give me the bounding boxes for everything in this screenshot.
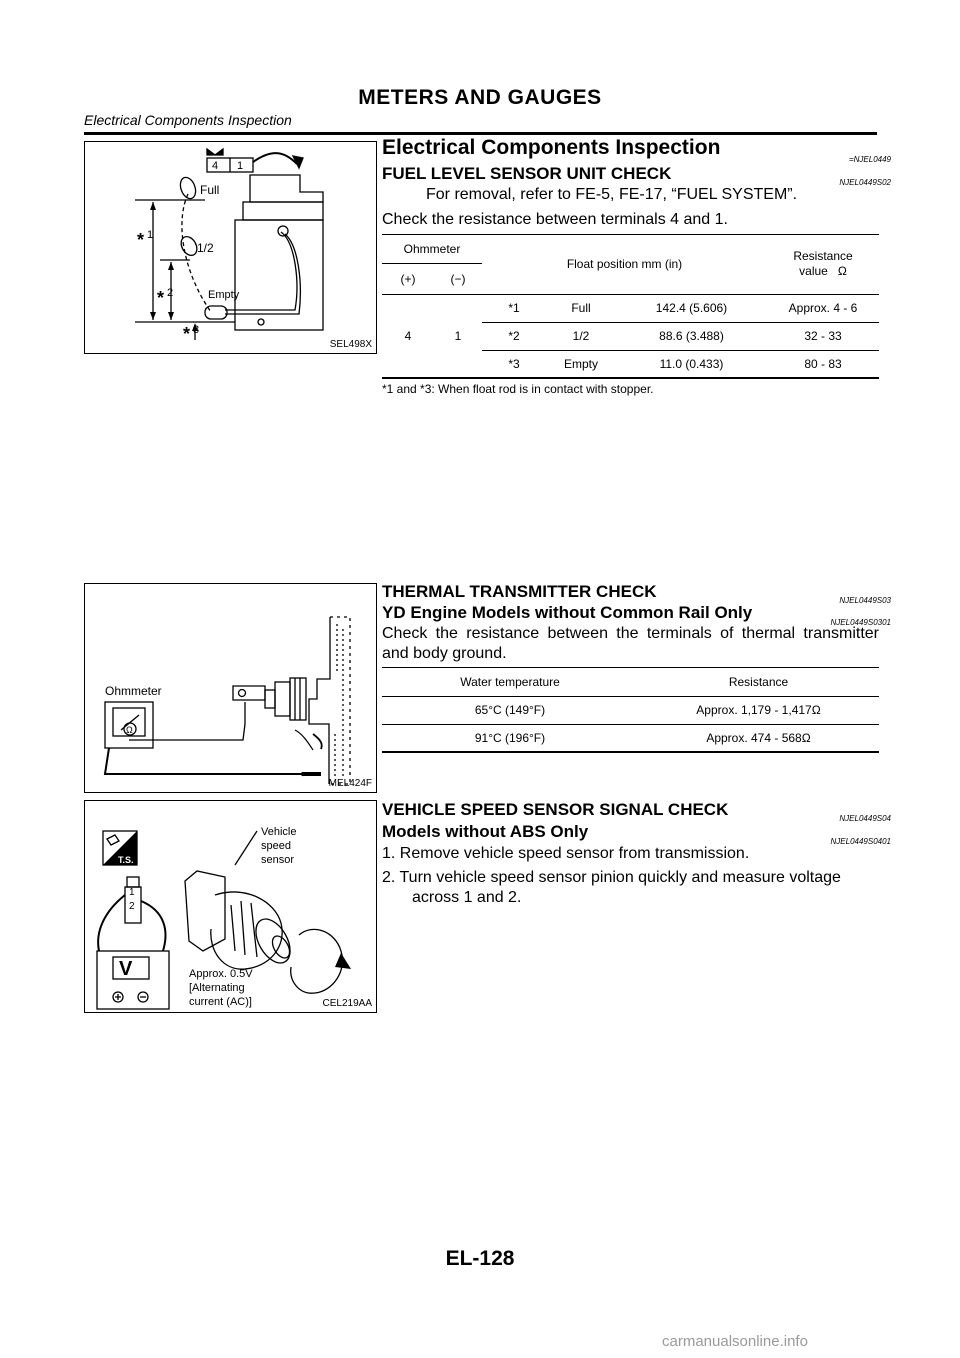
th-float-position: Float position mm (in) <box>482 235 767 294</box>
fig-label-approx: Approx. 0.5V <box>189 968 253 980</box>
cell-res: Approx. 4 - 6 <box>767 294 879 322</box>
table-row <box>382 294 879 322</box>
ohm-icon: Ω <box>126 725 133 735</box>
cell-mark: *3 <box>508 356 520 371</box>
fig-terminal-1: 1 <box>237 160 244 172</box>
page-header-subtitle: Electrical Components Inspection <box>84 112 292 128</box>
figure-label: SEL498X <box>329 339 372 350</box>
cell-res: Approx. 474 - 568Ω <box>706 730 811 745</box>
header-rule <box>84 132 877 135</box>
vss-sub-code: NJEL0449S0401 <box>830 837 891 846</box>
cell-temp: 91°C (196°F) <box>474 730 546 745</box>
cell-res: Approx. 1,179 - 1,417Ω <box>638 696 879 724</box>
cell-res: 32 - 33 <box>767 322 879 350</box>
vss-code: NJEL0449S04 <box>839 814 891 823</box>
vss-step-1: 1. Remove vehicle speed sensor from transmission. <box>382 845 750 862</box>
asterisk-icon: * <box>183 324 191 344</box>
ts-badge-label: T.S. <box>118 855 134 865</box>
cell-temp: 65°C (149°F) <box>382 696 638 724</box>
fig-voltmeter-v: V <box>119 958 133 980</box>
fig-label-speed: speed <box>261 840 291 852</box>
speed-sensor-illustration <box>85 801 378 1014</box>
fig-label-half: 1/2 <box>197 241 214 255</box>
cell-res: 80 - 83 <box>804 356 842 371</box>
th-ohmmeter: Ohmmeter <box>382 235 482 263</box>
thermal-heading: THERMAL TRANSMITTER CHECK <box>382 582 657 601</box>
watermark[interactable]: carmanualsonline.info <box>662 1333 808 1350</box>
th-resistance: Resistance value Ω <box>767 235 879 294</box>
table-row <box>382 724 879 751</box>
figure-fuel-level-sensor <box>84 141 377 354</box>
cell-pos: Full <box>546 294 616 322</box>
cell-mark: *1 <box>482 294 546 322</box>
cell-minus-terminal: 1 <box>454 328 462 343</box>
asterisk-icon: * <box>157 288 165 308</box>
thermal-code: NJEL0449S03 <box>839 596 891 605</box>
fuel-resistance-table <box>382 234 879 379</box>
thermal-subheading: YD Engine Models without Common Rail Only <box>382 603 753 622</box>
figure-label: CEL219AA <box>322 998 372 1009</box>
fig-label-full: Full <box>200 183 220 197</box>
section-code: =NJEL0449 <box>848 155 891 164</box>
fuel-note: *1 and *3: When float rod is in contact with stopper. <box>382 382 654 396</box>
th-plus: (+) <box>382 263 434 294</box>
fig-label-vehicle: Vehicle <box>261 826 297 838</box>
fig-star-2: 2 <box>167 287 174 299</box>
fuel-sensor-illustration <box>85 142 378 355</box>
cell-mm: 88.6 (3.488) <box>616 322 767 350</box>
vss-subheading: Models without ABS Only <box>382 822 589 841</box>
fuel-heading: FUEL LEVEL SENSOR UNIT CHECK <box>382 164 672 183</box>
th-minus: (−) <box>434 263 482 294</box>
fig-label-ohmmeter: Ohmmeter <box>105 684 162 698</box>
fig-label-sensor: sensor <box>261 854 295 866</box>
figure-vehicle-speed-sensor <box>84 800 377 1013</box>
page-number: EL-128 <box>445 1247 515 1270</box>
fig-star-3: 3 <box>193 324 200 336</box>
fuel-para-check: Check the resistance between terminals 4 and 1. <box>382 211 728 228</box>
fig-terminal-1: 1 <box>129 887 135 898</box>
figure-label: MEL424F <box>328 778 372 789</box>
cell-pos: Empty <box>563 356 598 371</box>
asterisk-icon: * <box>137 230 145 250</box>
th-resistance: Resistance <box>638 668 879 696</box>
fuel-code: NJEL0449S02 <box>839 178 891 187</box>
fig-star-1: 1 <box>147 229 154 241</box>
cell-mm: 11.0 (0.433) <box>659 356 724 371</box>
page-header-title: METERS AND GAUGES <box>358 86 602 109</box>
cell-mm: 142.4 (5.606) <box>616 294 767 322</box>
vss-step-2: 2. Turn vehicle speed sensor pinion quickly and measure voltage <box>382 869 841 886</box>
fig-label-current: current (AC)] <box>189 996 252 1008</box>
fig-label-alternating: [Alternating <box>189 982 245 994</box>
fig-terminal-4: 4 <box>212 160 219 172</box>
thermal-transmitter-illustration <box>85 584 378 794</box>
cell-mark: *2 <box>482 322 546 350</box>
vss-step-2-cont: across 1 and 2. <box>412 889 522 906</box>
section-title: Electrical Components Inspection <box>382 136 721 159</box>
figure-thermal-transmitter <box>84 583 377 793</box>
vss-heading: VEHICLE SPEED SENSOR SIGNAL CHECK <box>382 800 729 819</box>
cell-plus-terminal: 4 <box>404 328 412 343</box>
fuel-para-removal: For removal, refer to FE-5, FE-17, “FUEL SYSTEM”. <box>426 186 798 203</box>
thermal-sub-code: NJEL0449S0301 <box>830 618 891 627</box>
fig-terminal-2: 2 <box>129 901 135 912</box>
thermal-resistance-table <box>382 667 879 753</box>
th-water-temperature: Water temperature <box>382 668 638 696</box>
thermal-para: Check the resistance between the terminals of thermal transmitter and body ground. <box>382 625 879 662</box>
table-row <box>382 696 879 724</box>
cell-pos: 1/2 <box>546 322 616 350</box>
fig-label-empty: Empty <box>208 289 240 301</box>
